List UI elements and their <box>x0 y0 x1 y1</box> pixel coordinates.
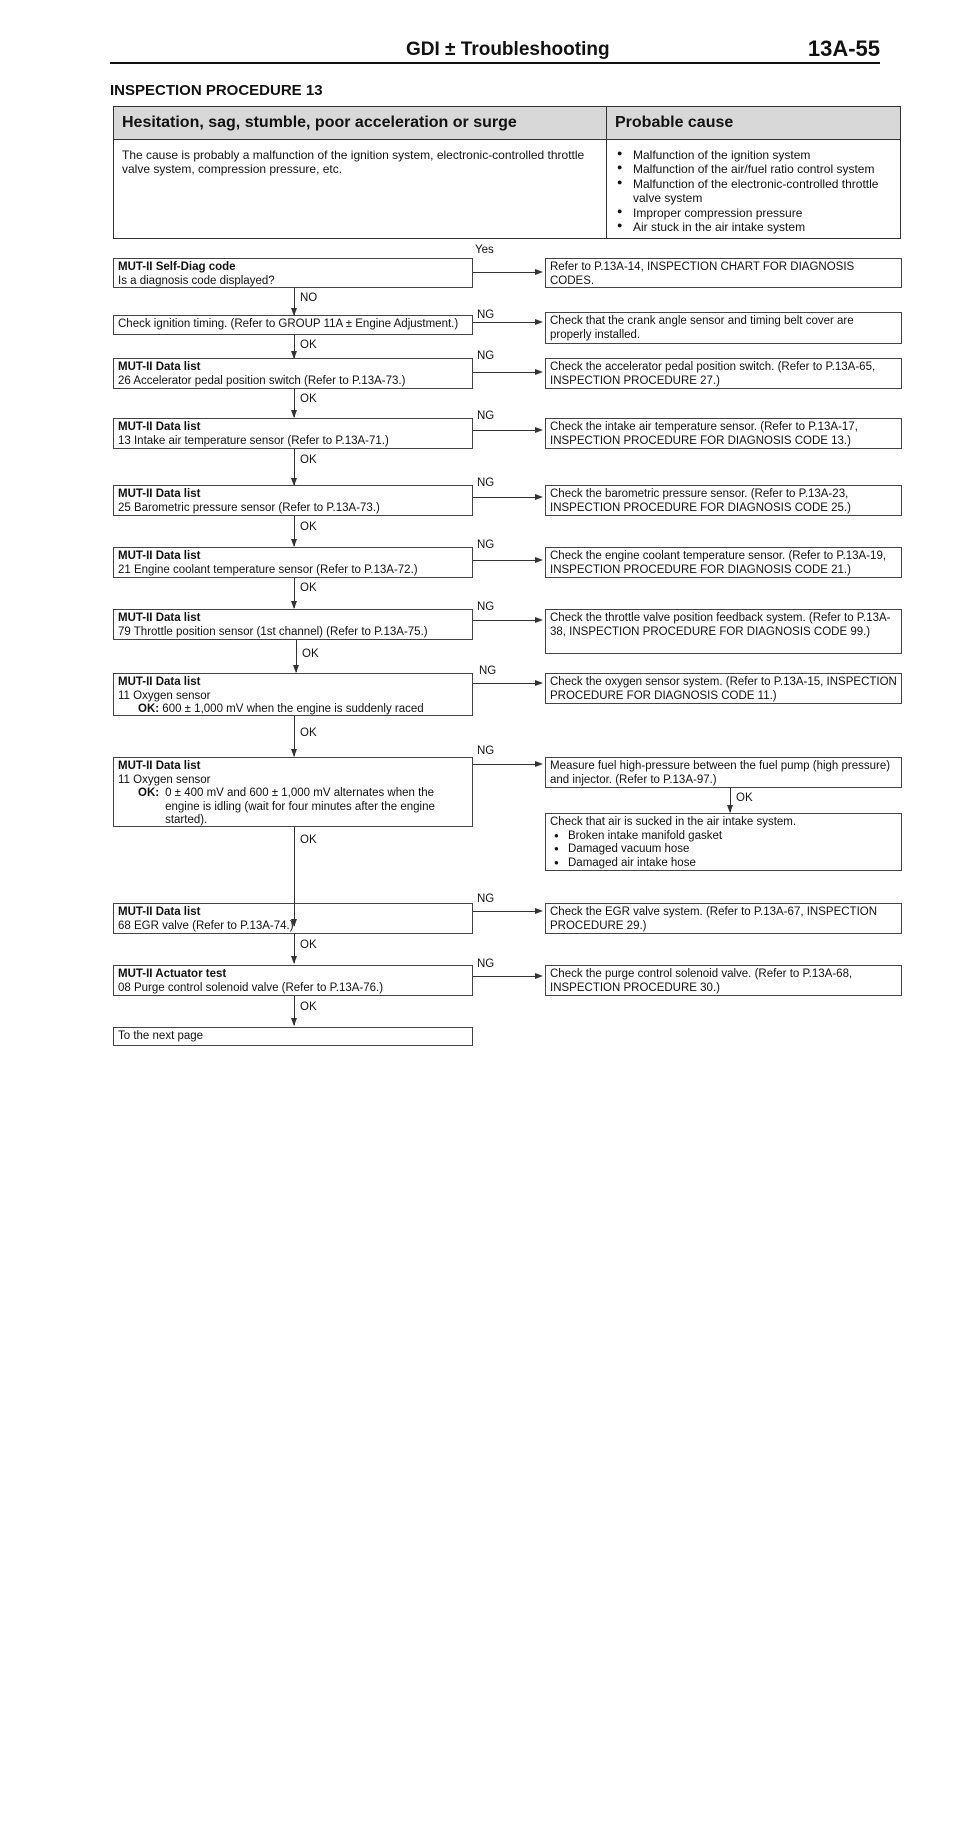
arrow-down <box>291 601 297 609</box>
result-box <box>545 485 902 516</box>
step-title: MUT-II Data list <box>118 760 201 772</box>
result-box <box>545 547 902 578</box>
connector <box>473 430 539 431</box>
result-text: Check the engine coolant temperature sensor. (Refer to P.13A-19, INSPECTION PROCEDURE FOR DIAGNOSIS CODE 21.) <box>550 550 887 576</box>
ok-label: OK <box>300 939 317 951</box>
step-body: 08 Purge control solenoid valve (Refer to P.13A-76.) <box>118 981 384 994</box>
result-text: Check the intake air temperature sensor. (Refer to P.13A-17, INSPECTION PROCEDURE FOR DIAGNOSIS CODE 13.) <box>550 421 858 447</box>
result-box <box>545 358 902 389</box>
ng-label: NG <box>477 350 495 362</box>
air-check-text: Check that air is sucked in the air intake system. <box>550 816 797 828</box>
step-body: 26 Accelerator pedal position switch (Refer to P.13A-73.) <box>118 374 406 387</box>
page-header <box>110 38 880 64</box>
arrow-right <box>535 269 543 275</box>
arrow-down <box>727 805 733 813</box>
connector <box>473 683 539 684</box>
result-text: Check the EGR valve system. (Refer to P.13A-67, INSPECTION PROCEDURE 29.) <box>550 906 878 932</box>
step-body: 21 Engine coolant temperature sensor (Refer to P.13A-72.) <box>118 563 418 576</box>
result-text: Check the accelerator pedal position switch. (Refer to P.13A-65, INSPECTION PROCEDURE 27.) <box>550 361 876 387</box>
result-box <box>545 965 902 996</box>
step-body: 11 Oxygen sensor <box>118 689 211 702</box>
step-purge-solenoid <box>113 965 473 996</box>
ng-label: NG <box>477 601 495 613</box>
cause-header: Probable cause <box>607 107 901 140</box>
list-item: ● Malfunction of the ignition system <box>633 148 892 162</box>
step-oxygen-sensor-idle <box>113 757 473 827</box>
step-body: 25 Barometric pressure sensor (Refer to P.13A-73.) <box>118 501 380 514</box>
step-accel-switch <box>113 358 473 389</box>
yes-label: Yes <box>475 244 494 256</box>
arrow-right <box>535 319 543 325</box>
ok-label: OK <box>300 1001 317 1013</box>
step-throttle-position <box>113 609 473 640</box>
arrow-right <box>535 494 543 500</box>
ng-label: NG <box>477 477 495 489</box>
arrow-right <box>535 680 543 686</box>
connector <box>473 620 539 621</box>
ok-label: OK <box>302 648 319 660</box>
ng-label: NG <box>477 309 495 321</box>
ok-label: OK <box>300 393 317 405</box>
list-item: ● Malfunction of the electronic-controlled throttle valve system <box>633 177 892 206</box>
arrow-right <box>535 369 543 375</box>
arrow-right <box>535 617 543 623</box>
step-coolant-temp <box>113 547 473 578</box>
result-text: Check the barometric pressure sensor. (Refer to P.13A-23, INSPECTION PROCEDURE FOR DIAGNOSIS CODE 25.) <box>550 488 851 514</box>
connector <box>473 272 539 273</box>
ok-criteria-label: OK: <box>138 787 160 800</box>
procedure-title: INSPECTION PROCEDURE 13 <box>110 82 323 99</box>
list-item: ● Air stuck in the air intake system <box>633 220 892 234</box>
list-item: ● Malfunction of the air/fuel ratio control system <box>633 162 892 176</box>
list-item: ● Damaged vacuum hose <box>568 843 897 857</box>
arrow-down <box>291 1018 297 1026</box>
step-title: MUT-II Data list <box>118 488 201 500</box>
result-text: Check the oxygen sensor system. (Refer to P.13A-15, INSPECTION PROCEDURE FOR DIAGNOSIS CODE 11.) <box>550 676 897 702</box>
step-oxygen-sensor-raced <box>113 673 473 716</box>
arrow-right <box>535 427 543 433</box>
step-title: MUT-II Data list <box>118 612 201 624</box>
ng-label: NG <box>477 745 495 757</box>
page-number: 13A-55 <box>807 36 880 61</box>
step-title: MUT-II Self-Diag code <box>118 261 236 273</box>
result-box <box>545 312 902 344</box>
arrow-down <box>293 665 299 673</box>
air-intake-check-box <box>545 813 902 871</box>
step-intake-air-temp <box>113 418 473 449</box>
step-title: MUT-II Data list <box>118 676 201 688</box>
connector <box>473 911 539 912</box>
result-text: Refer to P.13A-14, INSPECTION CHART FOR DIAGNOSIS CODES. <box>550 261 855 287</box>
arrow-down <box>291 410 297 418</box>
symptom-header: Hesitation, sag, stumble, poor acceleration or surge <box>114 107 607 140</box>
connector <box>473 322 539 323</box>
arrow-right <box>535 557 543 563</box>
list-item: ● Damaged air intake hose <box>568 857 897 871</box>
ok-criteria-text: 600 ± 1,000 mV when the engine is suddenly raced <box>162 703 424 716</box>
arrow-right <box>535 973 543 979</box>
list-item: ● Improper compression pressure <box>633 206 892 220</box>
connector <box>473 560 539 561</box>
result-box <box>545 757 902 788</box>
ng-label: NG <box>477 893 495 905</box>
arrow-down <box>291 749 297 757</box>
connector <box>473 497 539 498</box>
step-title: MUT-II Data list <box>118 906 201 918</box>
ok-label: OK <box>300 582 317 594</box>
result-text: Check that the crank angle sensor and timing belt cover are properly installed. <box>550 315 854 341</box>
connector <box>473 976 539 977</box>
ok-criteria-text: 0 ± 400 mV and 600 ± 1,000 mV alternates when the engine is idling (wait for four minutes after the engine started). <box>165 787 435 827</box>
arrow-right <box>535 908 543 914</box>
step-body: Is a diagnosis code displayed? <box>118 274 275 287</box>
result-text: Measure fuel high-pressure between the fuel pump (high pressure) and injector. (Refer to P.13A-97.) <box>550 760 891 786</box>
no-label: NO <box>300 292 318 304</box>
result-box <box>545 609 902 654</box>
ok-label: OK <box>300 521 317 533</box>
step-egr-valve <box>113 903 473 934</box>
ok-label: OK <box>736 792 753 804</box>
ok-label: OK <box>300 834 317 846</box>
ng-label: NG <box>477 539 495 551</box>
step-body: 13 Intake air temperature sensor (Refer to P.13A-71.) <box>118 434 389 447</box>
step-body: Check ignition timing. (Refer to GROUP 11A ± Engine Adjustment.) <box>118 318 459 330</box>
summary-table <box>113 106 901 239</box>
ok-label: OK <box>300 339 317 351</box>
step-self-diag <box>113 258 473 288</box>
step-body: 79 Throttle position sensor (1st channel) (Refer to P.13A-75.) <box>118 625 428 638</box>
step-barometric <box>113 485 473 516</box>
result-box <box>545 673 902 704</box>
next-page-text: To the next page <box>118 1030 204 1042</box>
result-box <box>545 258 902 288</box>
step-body: 68 EGR valve (Refer to P.13A-74.) <box>118 919 294 932</box>
cause-list <box>615 148 892 234</box>
list-item: ● Broken intake manifold gasket <box>568 830 897 844</box>
step-title: MUT-II Data list <box>118 421 201 433</box>
ok-criteria-label: OK: <box>138 703 160 716</box>
cause-list-cell <box>607 140 901 239</box>
header-title: GDI ± Troubleshooting <box>406 39 610 60</box>
arrow-right <box>535 761 543 767</box>
next-page-box <box>113 1027 473 1046</box>
result-box <box>545 418 902 449</box>
arrow-down <box>291 956 297 964</box>
ok-label: OK <box>300 454 317 466</box>
result-text: Check the purge control solenoid valve. (Refer to P.13A-68, INSPECTION PROCEDURE 30.) <box>550 968 853 994</box>
step-body: 11 Oxygen sensor <box>118 773 211 786</box>
ng-label: NG <box>477 958 495 970</box>
result-text: Check the throttle valve position feedback system. (Refer to P.13A-38, INSPECTION PROCEDURE FOR DIAGNOSIS CODE 99.) <box>550 612 891 638</box>
connector <box>473 764 539 765</box>
ng-label: NG <box>479 665 497 677</box>
step-title: MUT-II Actuator test <box>118 968 227 980</box>
connector <box>473 372 539 373</box>
arrow-down <box>291 539 297 547</box>
step-title: MUT-II Data list <box>118 361 201 373</box>
ok-label: OK <box>300 727 317 739</box>
ng-label: NG <box>477 410 495 422</box>
step-title: MUT-II Data list <box>118 550 201 562</box>
air-check-list <box>550 830 897 871</box>
step-ignition-timing <box>113 315 473 335</box>
result-box <box>545 903 902 934</box>
symptom-text: The cause is probably a malfunction of the ignition system, electronic-controlled throttle valve system, compression pressure, etc. <box>114 140 607 239</box>
